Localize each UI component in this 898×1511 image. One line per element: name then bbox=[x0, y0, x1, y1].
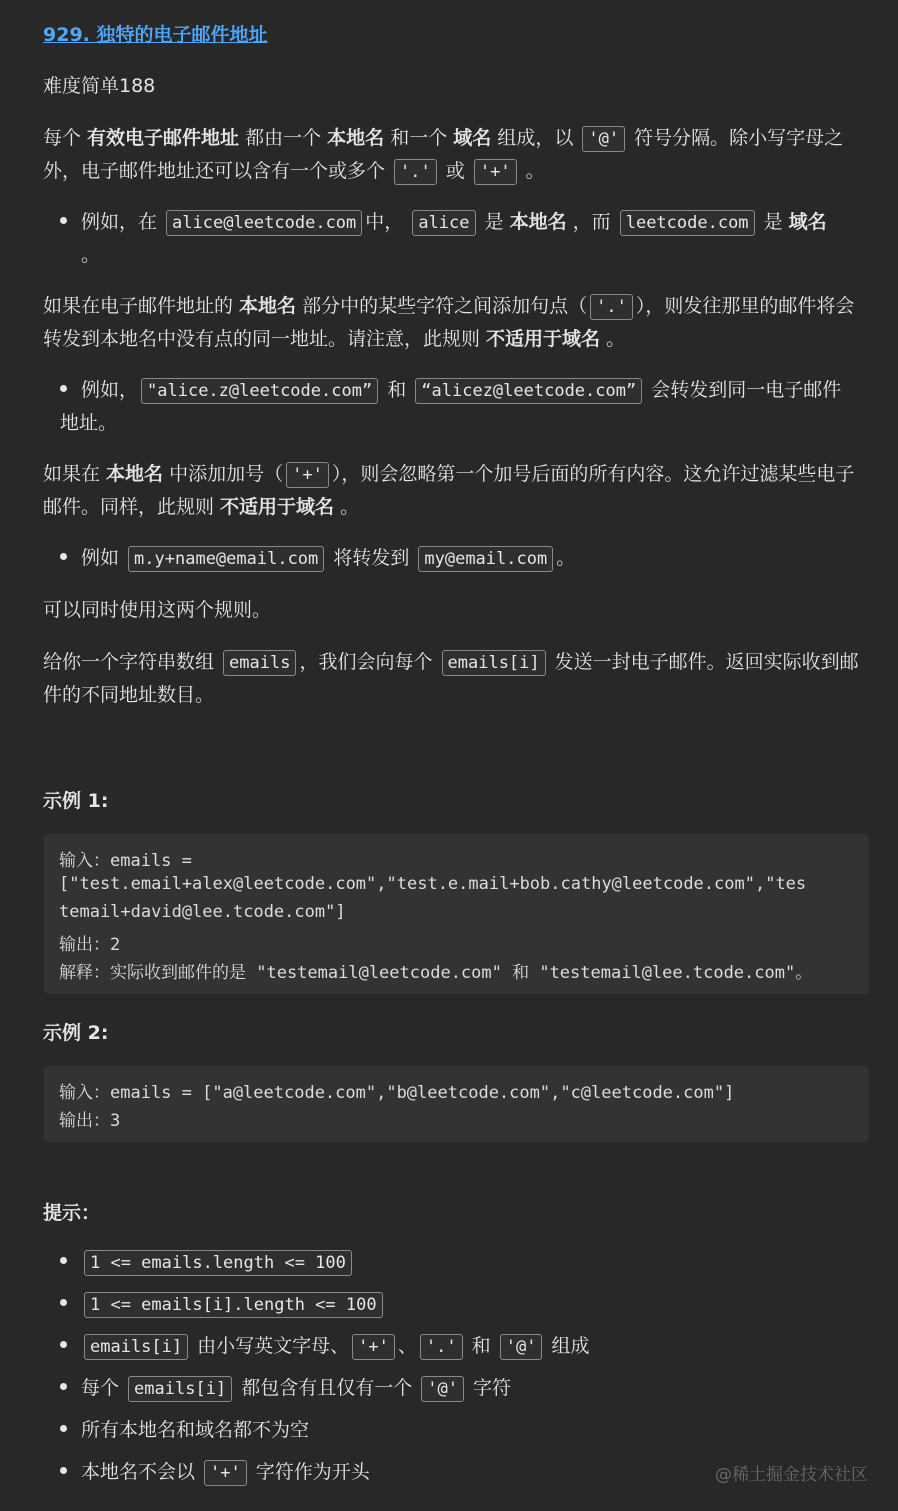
example-line: ["test.email+alex@leetcode.com","test.e.mail+bob.cathy@leetcode.com","tes bbox=[59, 874, 807, 894]
inline-code: '@' bbox=[500, 1334, 543, 1360]
bullet-icon bbox=[60, 1425, 67, 1432]
example-2-heading: 示例 2: bbox=[43, 1022, 109, 1044]
watermark: @稀土掘金技术社区 bbox=[715, 1465, 868, 1485]
hint-item: 本地名不会以 '+' 字符作为开头 bbox=[60, 1456, 860, 1489]
bullet-icon bbox=[60, 1383, 67, 1390]
hints-heading: 提示： bbox=[43, 1202, 101, 1224]
inline-code: '@' bbox=[582, 126, 625, 152]
example-line: 输入：emails = ["a@leetcode.com","b@leetcode.com","c@leetcode.com"] bbox=[59, 1083, 735, 1103]
list-item: 例如， "alice.z@leetcode.com” 和 “alicez@leetcode.com” 会转发到同一电子邮件地址。 bbox=[60, 379, 842, 434]
paragraph-intro: 每个 有效电子邮件地址 都由一个 本地名 和一个 域名 组成，以 '@' 符号分隔。除小写字母之外，电子邮件地址还可以含有一个或多个 '.' 或 '+' 。 bbox=[43, 122, 863, 188]
bullet-icon bbox=[60, 1341, 67, 1348]
example-1-heading: 示例 1: bbox=[43, 790, 109, 812]
inline-code: '+' bbox=[286, 462, 329, 488]
inline-code: '+' bbox=[474, 159, 517, 185]
paragraph-dot-rule: 如果在电子邮件地址的 本地名 部分中的某些字符之间添加句点（ '.' ），则发往那里的邮件将会转发到本地名中没有点的同一地址。请注意，此规则 不适用于域名 。 bbox=[43, 295, 855, 350]
inline-code: emails[i] bbox=[84, 1334, 188, 1360]
hint-item: emails[i] 由小写英文字母、 '+' 、 '.' 和 '@' 组成 bbox=[60, 1330, 860, 1363]
inline-code: emails[i] bbox=[442, 650, 546, 676]
bullet-icon bbox=[60, 217, 67, 224]
inline-code: emails bbox=[223, 650, 296, 676]
inline-code: leetcode.com bbox=[620, 210, 755, 236]
example-1-block bbox=[44, 834, 869, 994]
example-line: 输出：2 bbox=[59, 935, 121, 955]
inline-code: '+' bbox=[204, 1460, 247, 1486]
example-line: temail+david@lee.tcode.com"] bbox=[59, 902, 346, 922]
list-item: 例如，在 alice@leetcode.com 中， alice 是 本地名 ，而 leetcode.com 是 域名 。 bbox=[60, 206, 860, 272]
inline-code: 1 <= emails[i].length <= 100 bbox=[84, 1292, 383, 1318]
example-line: 解释：实际收到邮件的是 "testemail@leetcode.com" 和 "testemail@lee.tcode.com"。 bbox=[59, 963, 813, 983]
inline-code: “alicez@leetcode.com” bbox=[415, 378, 642, 404]
inline-code: alice@leetcode.com bbox=[166, 210, 362, 236]
inline-code: "alice.z@leetcode.com” bbox=[141, 378, 378, 404]
hint-item: 每个 emails[i] 都包含有且仅有一个 '@' 字符 bbox=[60, 1372, 860, 1405]
list-item: 例如 m.y+name@email.com 将转发到 my@email.com 。 bbox=[60, 542, 860, 575]
bullet-icon bbox=[60, 1257, 67, 1264]
hint-item bbox=[60, 1288, 860, 1321]
example-line: 输入：emails = bbox=[59, 851, 192, 871]
bullet-icon bbox=[60, 1467, 67, 1474]
difficulty-text: 难度简单188 bbox=[43, 75, 156, 97]
hint-item bbox=[60, 1246, 860, 1279]
inline-code: '.' bbox=[590, 294, 633, 320]
bullet-icon bbox=[60, 385, 67, 392]
inline-code: 1 <= emails.length <= 100 bbox=[84, 1250, 352, 1276]
problem-title-link[interactable]: 929. 独特的电子邮件地址 bbox=[43, 24, 268, 46]
inline-code: '.' bbox=[394, 159, 437, 185]
paragraph-both-rules: 可以同时使用这两个规则。 bbox=[43, 599, 272, 621]
inline-code: m.y+name@email.com bbox=[128, 546, 324, 572]
inline-code: '.' bbox=[420, 1334, 463, 1360]
inline-code: alice bbox=[412, 210, 475, 236]
bullet-icon bbox=[60, 1299, 67, 1306]
paragraph-task: 给你一个字符串数组 emails ，我们会向每个 emails[i] 发送一封电子邮件。返回实际收到邮件的不同地址数目。 bbox=[43, 651, 859, 706]
inline-code: emails[i] bbox=[128, 1376, 232, 1402]
example-line: 输出：3 bbox=[59, 1111, 121, 1131]
paragraph-plus-rule: 如果在 本地名 中添加加号（ '+' ），则会忽略第一个加号后面的所有内容。这允许过滤某些电子邮件。同样，此规则 不适用于域名 。 bbox=[43, 463, 855, 518]
bullet-icon bbox=[60, 553, 67, 560]
example-2-block bbox=[44, 1066, 869, 1142]
hint-item: 所有本地名和域名都不为空 bbox=[60, 1414, 860, 1447]
inline-code: '+' bbox=[352, 1334, 395, 1360]
inline-code: '@' bbox=[421, 1376, 464, 1402]
inline-code: my@email.com bbox=[418, 546, 553, 572]
